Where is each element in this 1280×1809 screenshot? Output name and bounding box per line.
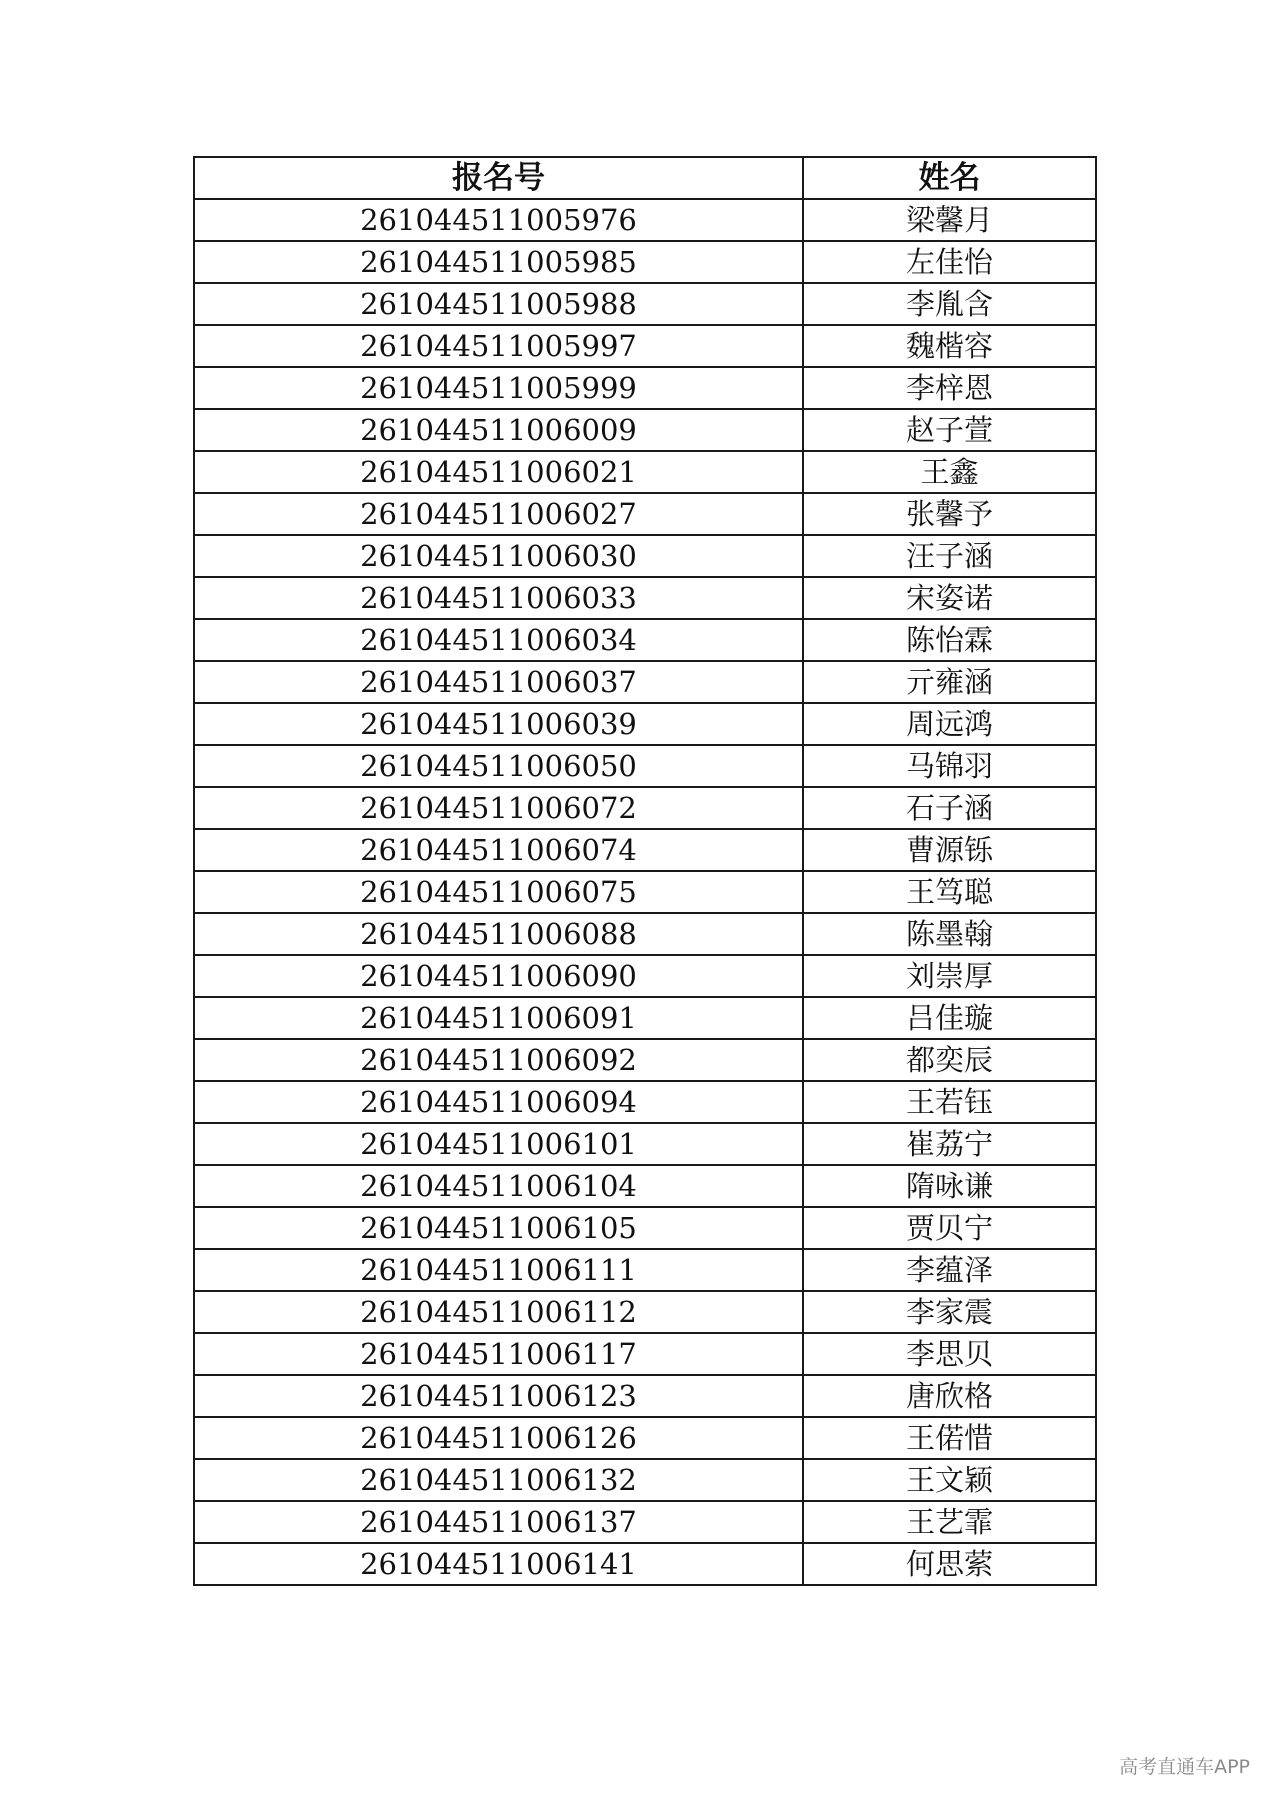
name-cell: 魏楷容 <box>803 325 1096 367</box>
registration-number-cell: 261044511006105 <box>194 1207 803 1249</box>
name-cell: 曹源铄 <box>803 829 1096 871</box>
table-row <box>194 1459 1096 1501</box>
registration-number-cell: 261044511006117 <box>194 1333 803 1375</box>
table-row <box>194 1123 1096 1165</box>
registration-number-cell: 261044511006074 <box>194 829 803 871</box>
table-row <box>194 1375 1096 1417</box>
name-cell: 王文颖 <box>803 1459 1096 1501</box>
registration-number-cell: 261044511006021 <box>194 451 803 493</box>
registration-number-cell: 261044511006030 <box>194 535 803 577</box>
table-row <box>194 493 1096 535</box>
table-row <box>194 1039 1096 1081</box>
table-row <box>194 283 1096 325</box>
registration-number-cell: 261044511006132 <box>194 1459 803 1501</box>
table-row <box>194 1207 1096 1249</box>
name-cell: 崔荔宁 <box>803 1123 1096 1165</box>
table-body <box>194 199 1096 1585</box>
registration-number-cell: 261044511005985 <box>194 241 803 283</box>
table-row <box>194 199 1096 241</box>
table-row <box>194 1165 1096 1207</box>
name-cell: 都奕辰 <box>803 1039 1096 1081</box>
header-row <box>194 157 1096 199</box>
name-cell: 李家震 <box>803 1291 1096 1333</box>
registration-number-cell: 261044511006111 <box>194 1249 803 1291</box>
registration-number-cell: 261044511006050 <box>194 745 803 787</box>
table-row <box>194 577 1096 619</box>
table-row <box>194 1333 1096 1375</box>
name-cell: 王鑫 <box>803 451 1096 493</box>
name-cell: 王若钰 <box>803 1081 1096 1123</box>
name-cell: 石子涵 <box>803 787 1096 829</box>
table-row <box>194 829 1096 871</box>
name-cell: 亓雍涵 <box>803 661 1096 703</box>
registration-number-cell: 261044511005997 <box>194 325 803 367</box>
table-row <box>194 1291 1096 1333</box>
table-header <box>194 157 1096 199</box>
name-cell: 梁馨月 <box>803 199 1096 241</box>
registration-number-cell: 261044511006039 <box>194 703 803 745</box>
name-cell: 马锦羽 <box>803 745 1096 787</box>
name-cell: 李胤含 <box>803 283 1096 325</box>
name-cell: 刘崇厚 <box>803 955 1096 997</box>
name-cell: 赵子萱 <box>803 409 1096 451</box>
registration-number-cell: 261044511006090 <box>194 955 803 997</box>
header-name: 姓名 <box>803 157 1096 199</box>
name-cell: 李思贝 <box>803 1333 1096 1375</box>
registration-number-cell: 261044511006091 <box>194 997 803 1039</box>
name-cell: 王艺霏 <box>803 1501 1096 1543</box>
registration-number-cell: 261044511006009 <box>194 409 803 451</box>
name-cell: 王偌惜 <box>803 1417 1096 1459</box>
table-row <box>194 367 1096 409</box>
table-row <box>194 619 1096 661</box>
name-cell: 李梓恩 <box>803 367 1096 409</box>
name-cell: 隋咏谦 <box>803 1165 1096 1207</box>
registration-number-cell: 261044511006094 <box>194 1081 803 1123</box>
table-row <box>194 997 1096 1039</box>
registration-number-cell: 261044511006037 <box>194 661 803 703</box>
registration-number-cell: 261044511006141 <box>194 1543 803 1585</box>
table-row <box>194 535 1096 577</box>
registration-number-cell: 261044511006137 <box>194 1501 803 1543</box>
table-row <box>194 787 1096 829</box>
table-row <box>194 1417 1096 1459</box>
name-cell: 何思萦 <box>803 1543 1096 1585</box>
registration-number-cell: 261044511006092 <box>194 1039 803 1081</box>
registration-number-cell: 261044511006072 <box>194 787 803 829</box>
registration-number-cell: 261044511006088 <box>194 913 803 955</box>
registration-number-cell: 261044511006033 <box>194 577 803 619</box>
watermark-text: 高考直通车APP <box>1119 1756 1250 1778</box>
registration-number-cell: 261044511005976 <box>194 199 803 241</box>
name-cell: 周远鸿 <box>803 703 1096 745</box>
registration-number-cell: 261044511006101 <box>194 1123 803 1165</box>
name-cell: 吕佳璇 <box>803 997 1096 1039</box>
table-row <box>194 1501 1096 1543</box>
table-row <box>194 241 1096 283</box>
registration-number-cell: 261044511006112 <box>194 1291 803 1333</box>
name-cell: 李蕴泽 <box>803 1249 1096 1291</box>
name-cell: 汪子涵 <box>803 535 1096 577</box>
name-cell: 宋姿诺 <box>803 577 1096 619</box>
table-row <box>194 451 1096 493</box>
name-cell: 唐欣格 <box>803 1375 1096 1417</box>
table-row <box>194 661 1096 703</box>
table-row <box>194 325 1096 367</box>
registration-number-cell: 261044511005988 <box>194 283 803 325</box>
name-cell: 陈墨翰 <box>803 913 1096 955</box>
table-row <box>194 955 1096 997</box>
registration-number-cell: 261044511006104 <box>194 1165 803 1207</box>
registration-number-cell: 261044511005999 <box>194 367 803 409</box>
name-cell: 陈怡霖 <box>803 619 1096 661</box>
table-row <box>194 1543 1096 1585</box>
table-row <box>194 745 1096 787</box>
table-row <box>194 871 1096 913</box>
header-registration-number: 报名号 <box>194 157 803 199</box>
name-cell: 左佳怡 <box>803 241 1096 283</box>
table-row <box>194 1081 1096 1123</box>
table-row <box>194 913 1096 955</box>
registration-number-cell: 261044511006123 <box>194 1375 803 1417</box>
name-cell: 王笃聪 <box>803 871 1096 913</box>
table-row <box>194 703 1096 745</box>
registration-table <box>193 156 1097 1586</box>
table-row <box>194 1249 1096 1291</box>
table-row <box>194 409 1096 451</box>
registration-number-cell: 261044511006027 <box>194 493 803 535</box>
registration-number-cell: 261044511006034 <box>194 619 803 661</box>
registration-number-cell: 261044511006126 <box>194 1417 803 1459</box>
name-cell: 贾贝宁 <box>803 1207 1096 1249</box>
registration-number-cell: 261044511006075 <box>194 871 803 913</box>
name-cell: 张馨予 <box>803 493 1096 535</box>
